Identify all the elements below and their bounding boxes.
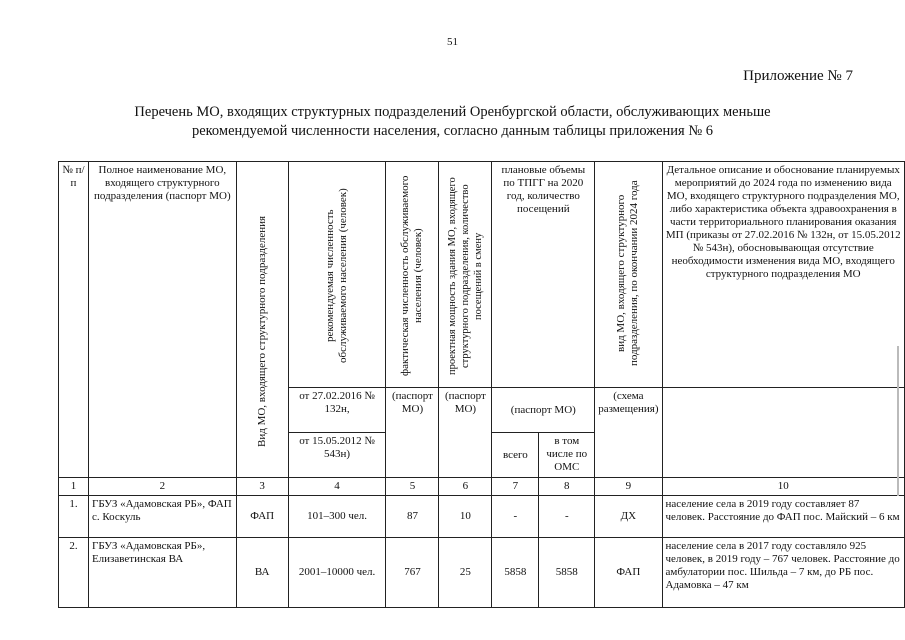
header-row [59, 162, 905, 388]
col-number: 5 [386, 478, 439, 496]
title-line-1: Перечень МО, входящих структурных подразделений Оренбургской области, обслуживающих меньше [134, 104, 771, 120]
document-title [60, 103, 845, 141]
row-future-type: ФАП [595, 538, 662, 608]
row-actual: 87 [386, 496, 439, 538]
row-type: ФАП [236, 496, 288, 538]
row-recommended: 2001–10000 чел. [288, 538, 386, 608]
sub-total: всего [492, 433, 539, 478]
header-future-type: вид МО, входящего структурного подразделения, по окончании 2024 года [595, 162, 662, 388]
header-name: Полное наименование МО, входящего структурного подразделения (паспорт МО) [88, 162, 236, 478]
col-number: 2 [88, 478, 236, 496]
sub-description-empty [662, 388, 905, 478]
col-number: 3 [236, 478, 288, 496]
header-actual: фактическая численность обслуживаемого населения (человек) [386, 162, 439, 388]
row-recommended: 101–300 чел. [288, 496, 386, 538]
row-future-type: ДХ [595, 496, 662, 538]
column-numbers-row [59, 478, 905, 496]
row-total: 5858 [492, 538, 539, 608]
col-number: 7 [492, 478, 539, 496]
col-number: 1 [59, 478, 89, 496]
col-number: 6 [439, 478, 492, 496]
sub-passport-capacity: (паспорт МО) [439, 388, 492, 478]
row-oms: - [539, 496, 595, 538]
row-description: население села в 2017 году составляло 925 человек, в 2019 году – 767 человек. Расстояние до амбулатории пос. Шильда – 7 км, до РБ пос. Адамовка – 47 км [662, 538, 905, 608]
row-name: ГБУЗ «Адамовская РБ», ФАП с. Коскуль [88, 496, 236, 538]
sub-passport-planned: (паспорт МО) [492, 388, 595, 433]
table-row [59, 538, 905, 608]
header-num: № п/п [59, 162, 89, 478]
scan-edge-line [897, 346, 899, 496]
row-capacity: 25 [439, 538, 492, 608]
row-oms: 5858 [539, 538, 595, 608]
header-capacity: проектная мощность здания МО, входящего структурного подразделения, количество посещений в смену [439, 162, 492, 388]
title-line-2: рекомендуемой численности населения, согласно данным таблицы приложения № 6 [191, 123, 714, 139]
col-number: 8 [539, 478, 595, 496]
row-num: 2. [59, 538, 89, 608]
row-capacity: 10 [439, 496, 492, 538]
row-description: население села в 2019 году составляет 87 человек. Расстояние до ФАП пос. Майский – 6 км [662, 496, 905, 538]
sub-order1: от 27.02.2016 № 132н, [288, 388, 386, 433]
col-number: 10 [662, 478, 905, 496]
col-number: 9 [595, 478, 662, 496]
sub-scheme: (схема размещения) [595, 388, 662, 478]
header-description: Детальное описание и обоснование планируемых мероприятий до 2024 года по изменению вида МО, входящего структурного подразделения МО, либо характеристика объекта здравоохранения в части территориального планирования оказания МП (приказы от 27.02.2016 № 132н, от 15.05.2012 № 543н), обосновывающая отсутствие необходимости изменения вида МО, входящего структурного подразделения МО [662, 162, 905, 388]
sub-passport-actual: (паспорт МО) [386, 388, 439, 478]
row-type: ВА [236, 538, 288, 608]
row-total: - [492, 496, 539, 538]
col-number: 4 [288, 478, 386, 496]
page-number: 51 [447, 36, 458, 48]
row-actual: 767 [386, 538, 439, 608]
header-recommended: рекомендуемая численность обслуживаемого населения (человек) [288, 162, 386, 388]
header-planned: плановые объемы по ТПГГ на 2020 год, количество посещений [492, 162, 595, 388]
appendix-label: Приложение № 7 [743, 68, 853, 84]
header-type: Вид МО, входящего структурного подразделения [236, 162, 288, 478]
row-num: 1. [59, 496, 89, 538]
mo-table [58, 161, 905, 608]
table-row [59, 496, 905, 538]
row-name: ГБУЗ «Адамовская РБ», Елизаветинская ВА [88, 538, 236, 608]
sub-order2: от 15.05.2012 № 543н) [288, 433, 386, 478]
sub-oms: в том числе по ОМС [539, 433, 595, 478]
